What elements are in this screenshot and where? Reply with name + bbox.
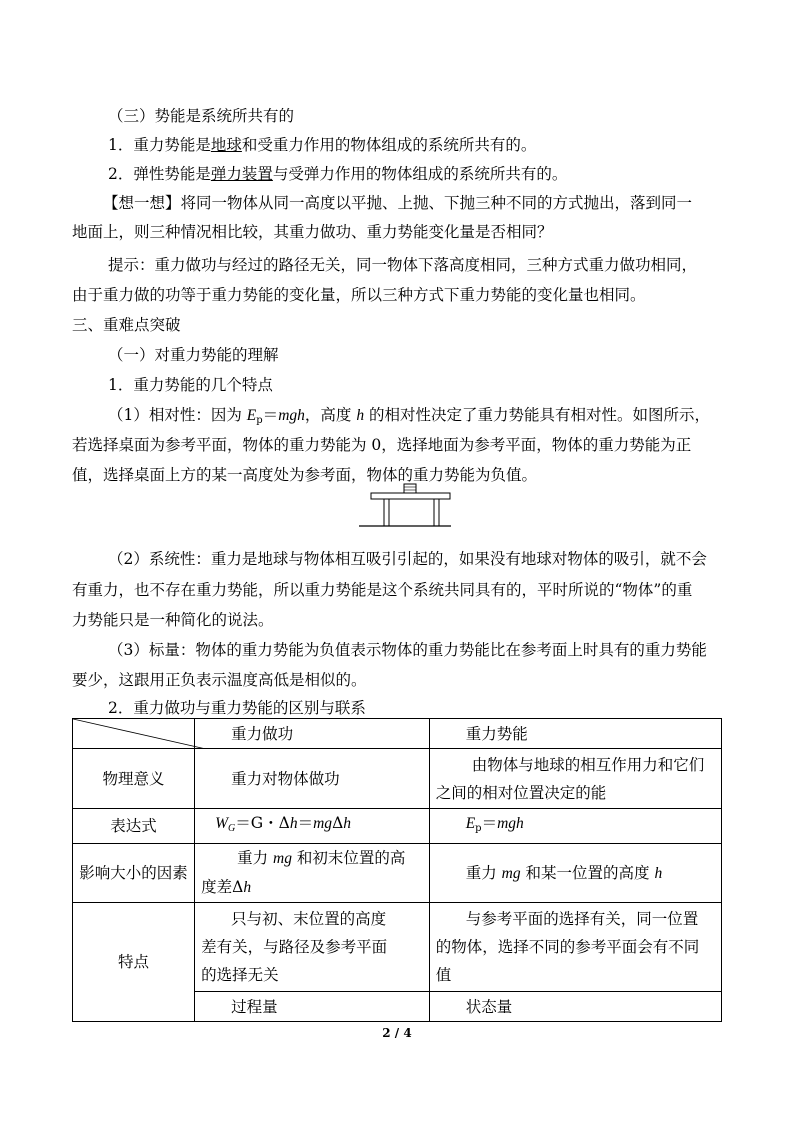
cell-pe-meaning: [429, 749, 721, 809]
expr-delta: Δ: [332, 814, 344, 832]
system-line-1: （2）系统性：重力是地球与物体相互吸引引起的，如果没有地球对物体的吸引，就不会: [108, 550, 707, 568]
cell-work-meaning: 重力对物体做功: [195, 749, 430, 809]
rel-text-b: ，高度: [304, 406, 357, 424]
pe-feature-line-1: 与参考平面的选择有关，同一位置: [465, 910, 699, 928]
relativity-line-2: 若选择桌面为参考平面，物体的重力势能为 0，选择地面为参考平面，物体的重力势能为正: [72, 436, 692, 454]
w-symbol: W: [215, 815, 229, 832]
cell-pe-quantity: 状态量: [429, 992, 721, 1022]
table-row: [73, 749, 722, 809]
expr-mg: mg: [313, 815, 333, 832]
work-factors-line-1: 重力 mg 和初末位置的高: [237, 849, 406, 867]
relativity-line-1: [108, 405, 710, 431]
table-leg-right: [434, 499, 439, 526]
rel-mgh: mgh: [278, 407, 305, 424]
cell-work-expression: [195, 809, 430, 844]
rel-text-a: （1）相对性：因为: [108, 406, 247, 424]
pe-feature-line-2: 的物体，选择不同的参考平面会有不同: [435, 938, 700, 956]
scalar-line-1: （3）标量：物体的重力势能为负值表示物体的重力势能比在参考面上时具有的重力势能: [108, 641, 707, 659]
table-header-row: [73, 719, 722, 749]
table-row: [73, 809, 722, 844]
page-number: 2 / 4: [382, 1026, 412, 1040]
cell-pe-expression: [429, 809, 721, 844]
rel-text-c: 的相对性决定了重力势能具有相对性。如图所示，: [364, 406, 711, 424]
pe-feature-line-3: 值: [435, 966, 452, 984]
table-figure: [355, 480, 455, 532]
diagonal-header-cell: [73, 719, 195, 749]
rel-h: h: [356, 407, 365, 424]
ep-symbol: E: [246, 407, 257, 424]
header-pe: 重力势能: [429, 719, 721, 749]
work-factors-line-2: 度差Δh: [201, 878, 252, 896]
item-2-a: 2．弹性势能是: [108, 165, 211, 183]
w-subscript: G: [228, 823, 236, 834]
scalar-line-2: 要少，这跟用正负表示温度高低是相似的。: [72, 671, 367, 689]
ep-subscript: p: [256, 415, 263, 426]
cell-pe-features: [429, 903, 721, 992]
pe-eq: ＝: [481, 814, 498, 832]
work-feature-line-2: 差有关，与路径及参考平面: [201, 938, 388, 956]
point-2: 2．重力做功与重力势能的区别与联系: [108, 699, 366, 717]
item-1-underlined: 地球: [210, 136, 242, 154]
system-line-2: 有重力，也不存在重力势能，所以重力势能是这个系统共同具有的，平时所说的“物体”的重: [72, 581, 693, 599]
expr-h2: h: [343, 815, 352, 832]
table-leg-left: [384, 499, 389, 526]
subsection-1: （一）对重力势能的理解: [108, 346, 279, 364]
pe-subscript: p: [475, 823, 482, 834]
pe-meaning-line-1: 由物体与地球的相互作用力和它们: [471, 755, 705, 774]
relativity-line-3: 值，选择桌面上方的某一高度处为参考面，物体的重力势能为负值。: [72, 466, 538, 484]
expr-h1: h: [289, 815, 298, 832]
cell-work-features: [195, 903, 430, 992]
hint-line-2: 由于重力做的功等于重力势能的变化量，所以三种方式下重力势能的变化量也相同。: [72, 286, 646, 304]
item-2: [108, 164, 567, 184]
expr-mid: ＝G・Δ: [235, 814, 290, 832]
cell-work-quantity: 过程量: [195, 992, 430, 1022]
row-label-factors: 影响大小的因素: [73, 844, 195, 903]
comparison-table: [72, 718, 722, 1022]
row-label-meaning: 物理意义: [73, 749, 195, 809]
table-top: [371, 493, 450, 499]
section-3-heading: （三）势能是系统所共有的: [108, 107, 295, 125]
table-row: [73, 844, 722, 903]
work-feature-line-3: 的选择无关: [201, 966, 279, 984]
hint-line-1: 提示：重力做功与经过的路径无关，同一物体下落高度相同，三种方式重力做功相同，: [108, 256, 698, 274]
think-line-2: 地面上，则三种情况相比较，其重力做功、重力势能变化量是否相同？: [72, 223, 553, 241]
pe-e-symbol: E: [465, 815, 476, 832]
point-1: 1．重力势能的几个特点: [108, 376, 273, 394]
item-2-b: 与受弹力作用的物体组成的系统所共有的。: [272, 165, 568, 183]
object-block: [404, 484, 416, 493]
item-2-underlined: 弹力装置: [210, 165, 273, 183]
item-1: [108, 135, 536, 155]
work-feature-line-1: 只与初、末位置的高度: [231, 910, 387, 928]
pe-mgh: mgh: [497, 815, 524, 832]
row-label-expression: 表达式: [73, 809, 195, 844]
cell-work-factors: [195, 844, 430, 903]
heading-3: 三、重难点突破: [72, 316, 181, 334]
expr-eq: ＝: [297, 814, 314, 832]
table-row: [73, 903, 722, 992]
item-1-b: 和受重力作用的物体组成的系统所共有的。: [241, 136, 537, 154]
item-1-a: 1．重力势能是: [108, 136, 211, 154]
row-label-features: 特点: [73, 903, 195, 1022]
rel-eq: ＝: [262, 406, 279, 424]
header-work: 重力做功: [195, 719, 430, 749]
pe-meaning-line-2: 之间的相对位置决定的能: [435, 783, 607, 802]
think-line-1: 【想一想】将同一物体从同一高度以平抛、上抛、下抛三种不同的方式抛出，落到同一: [103, 194, 693, 212]
system-line-3: 力势能只是一种简化的说法。: [72, 611, 274, 629]
cell-pe-factors: 重力 mg 和某一位置的高度 h: [429, 844, 721, 903]
